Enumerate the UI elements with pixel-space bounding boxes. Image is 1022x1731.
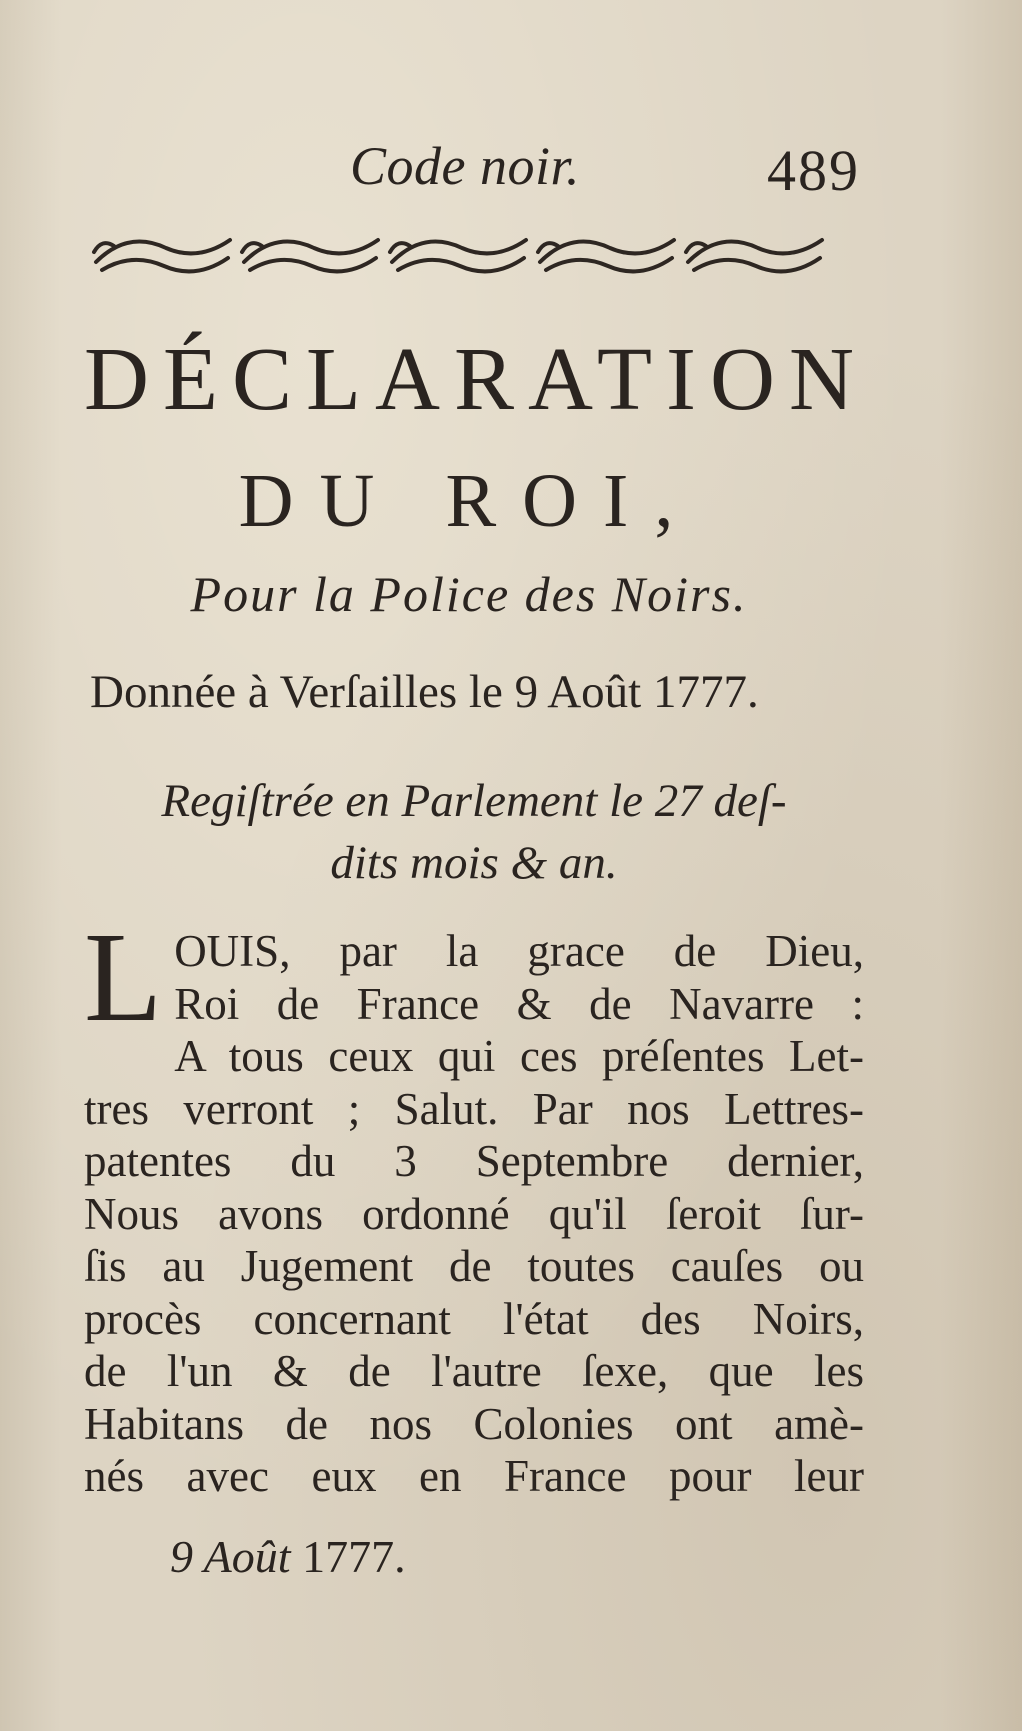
body-line-8: procès concernant l'état des Noirs, xyxy=(84,1293,864,1344)
catchword-date xyxy=(170,1530,406,1583)
body-line-2: Roi de France & de Navarre : xyxy=(174,978,864,1029)
ornament-unit-5 xyxy=(686,240,822,271)
ornament-unit-1 xyxy=(94,240,230,271)
registration-line-1: Regiſtrée en Parlement le 27 deſ- xyxy=(161,775,787,827)
ornament-unit-2 xyxy=(242,240,378,271)
running-title: Code noir. xyxy=(350,136,581,196)
running-head xyxy=(340,135,860,205)
catchword-date-day: 9 Août xyxy=(170,1531,291,1582)
dateline: Donnée à Verſailles le 9 Août 1777. xyxy=(90,666,759,718)
title-line-2: DU ROI, xyxy=(238,459,700,543)
body-line-4: tres verront ; Salut. Par nos Lettres- xyxy=(84,1083,864,1134)
ornament-unit-3 xyxy=(390,240,526,271)
catchword-date-year: 1777. xyxy=(302,1531,406,1582)
title-line-1: DÉCLARATION xyxy=(84,330,868,429)
body-line-1: OUIS, par la grace de Dieu, xyxy=(174,926,864,976)
ornamental-border xyxy=(88,222,854,294)
body-line-6: Nous avons ordonné qu'il ſeroit ſur- xyxy=(84,1188,864,1239)
body-line-11: nés avec eux en France pour leur xyxy=(84,1451,864,1501)
registration-note xyxy=(84,770,864,894)
body-line-7: ſis au Jugement de toutes cauſes ou xyxy=(84,1241,864,1291)
body-line-10: Habitans de nos Colonies ont amè- xyxy=(84,1398,864,1449)
body-line-9: de l'un & de l'autre ſexe, que les xyxy=(84,1346,864,1396)
body-paragraph xyxy=(84,906,864,1503)
drop-cap: L xyxy=(84,906,163,1048)
registration-line-2: dits mois & an. xyxy=(330,837,618,889)
subtitle: Pour la Police des Noirs. xyxy=(190,566,748,622)
body-line-5: patentes du 3 Septembre dernier, xyxy=(84,1136,864,1186)
body-line-3: A tous ceux qui ces préſentes Let- xyxy=(174,1031,864,1081)
ornament-unit-4 xyxy=(538,240,674,271)
page-number: 489 xyxy=(767,138,860,203)
